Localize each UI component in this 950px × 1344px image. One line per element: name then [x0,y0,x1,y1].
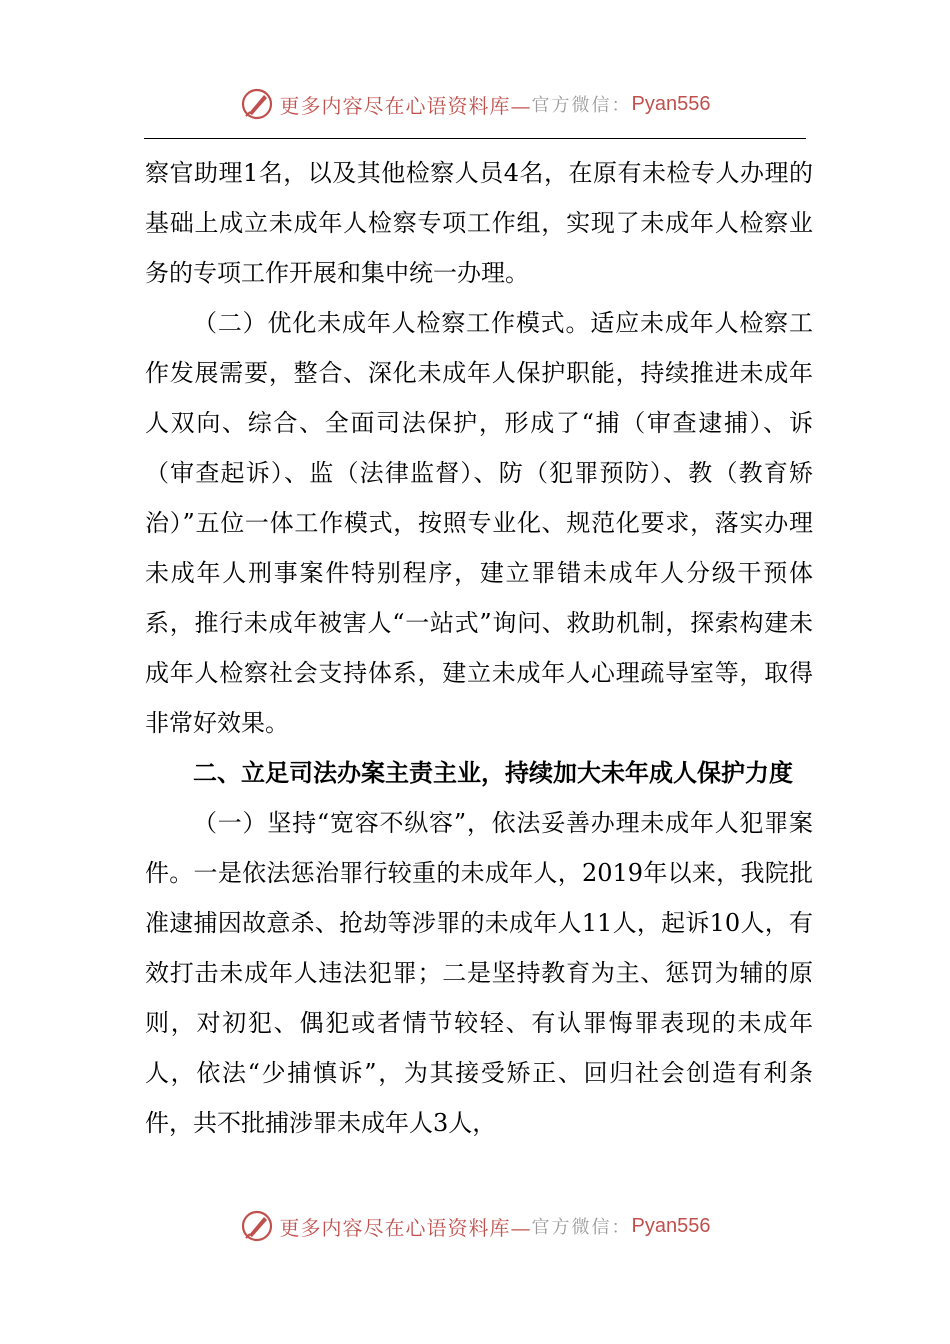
quill-pen-circle-icon [240,1209,274,1243]
paragraph-section-2-1: （一）坚持“宽容不纵容”，依法妥善办理未成年人犯罪案件。一是依法惩治罪行较重的未成年人，2019年以来，我院批准逮捕因故意杀、抢劫等涉罪的未成年人11人，起诉10人，有效打击未成年人违法犯罪；二是坚持教育为主、惩罚为辅的原则，对初犯、偶犯或者情节较轻、有认罪悔罪表现的未成年人，依法“少捕慎诉”，为其接受矫正、回归社会创造有利条件，共不批捕涉罪未成年人3人， [145,809,813,1137]
paragraph-section-2-2: （二）优化未成年人检察工作模式。适应未成年人检察工作发展需要，整合、深化未成年人保护职能，持续推进未成年人双向、综合、全面司法保护，形成了“捕（审查逮捕）、诉（审查起诉）、监（法律监督）、防（犯罪预防）、教（教育矫治）”五位一体工作模式，按照专业化、规范化要求，落实办理未成年人刑事案件特别程序，建立罪错未成年人分级干预体系，推行未成年被害人“一站式”询问、救助机制，探索构建未成年人检察社会支持体系，建立未成年人心理疏导室等，取得非常好效果。 [145,309,813,737]
document-body [145,148,813,1148]
banner-text: 更多内容尽在心语资料库— [279,93,532,118]
footer-banner [0,1206,950,1246]
header-rule [144,138,806,139]
banner-wechat-label: 官方微信： [531,1217,632,1238]
banner-wechat-id: Pyan556 [631,1214,711,1237]
banner-wechat-id: Pyan556 [631,92,711,115]
banner-text: 更多内容尽在心语资料库— [279,1215,532,1240]
section-heading-2: 二、立足司法办案主责主业，持续加大未年成人保护力度 [193,759,793,787]
header-banner [0,84,950,124]
quill-pen-circle-icon [240,87,274,121]
banner-wechat-label: 官方微信： [531,95,632,116]
paragraph-continuation: 察官助理1名，以及其他检察人员4名，在原有未检专人办理的基础上成立未成年人检察专项工作组，实现了未成年人检察业务的专项工作开展和集中统一办理。 [145,159,813,287]
